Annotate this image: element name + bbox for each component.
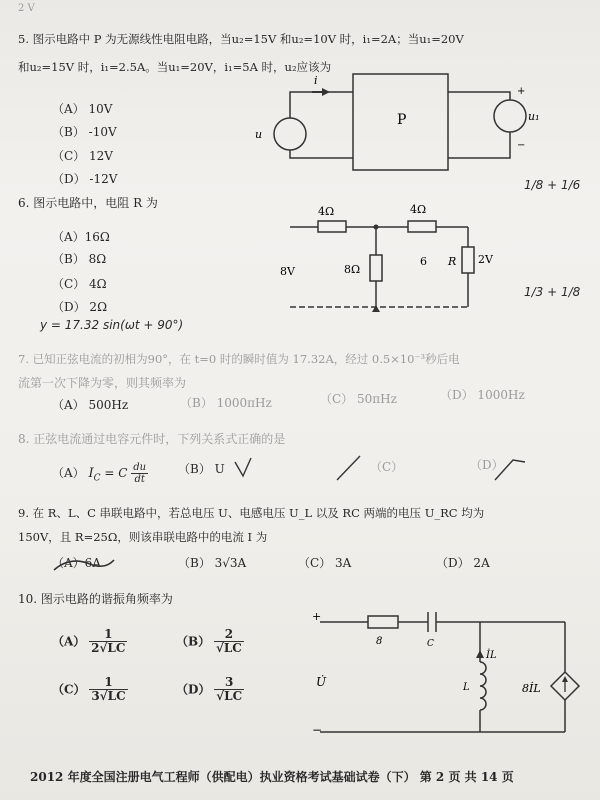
q8-option-a-label: （A） [52, 466, 85, 480]
q10-option-a [52, 628, 127, 655]
q10-option-b [176, 628, 244, 655]
q5-option-a: （A） 10V [52, 102, 113, 116]
q10-option-d-label: （D） [176, 682, 211, 697]
q10-a-den: 2√LC [91, 641, 126, 655]
q10-option-b-fraction [214, 628, 244, 655]
q10-inductor-label: L [463, 682, 470, 693]
q10-resistor [368, 616, 398, 628]
q10-plus-sign: + [312, 610, 322, 623]
q9-handwritten-scribble [50, 554, 120, 578]
q10-inductor [480, 662, 486, 710]
q10-stem: 10. 图示电路的谐振角频率为 [18, 592, 173, 606]
q10-option-c [52, 676, 128, 703]
q5-stem-line1: 5. 图示电路中 P 为无源线性电阻电路，当u₂=15V 和u₂=10V 时，i₁=2A；当u₁=20V [18, 32, 464, 46]
q5-right-source [494, 100, 526, 132]
q10-option-c-label: （C） [52, 682, 86, 697]
q5-right-source-label: u₁ [528, 110, 540, 123]
q10-minus-sign: − [312, 723, 323, 737]
q8-handwritten-marks [225, 450, 545, 490]
q10-a-num: 1 [104, 627, 113, 641]
q6-r1-label: 4Ω [318, 205, 335, 218]
q6-r2-label: 4Ω [410, 203, 427, 216]
q6-option-b: （B） 8Ω [52, 252, 107, 266]
q9-option-d: （D） 2A [436, 556, 490, 570]
q10-capacitor-label: C [427, 639, 434, 649]
q8-option-b: （B） U [178, 462, 225, 476]
q10-dependent-label: 8İL [522, 682, 541, 695]
q9-stem-line1: 9. 在 R、L、C 串联电路中，若总电压 U、电感电压 U_L 以及 RC 两端的电压 U_RC 均为 [18, 506, 485, 520]
q10-option-a-label: （A） [52, 634, 86, 649]
q5-top-fragment: 2 V [18, 3, 35, 14]
q9-option-c: （C） 3A [298, 556, 352, 570]
handwritten-note-fraction-bottom: 1/3 + 1/8 [524, 285, 581, 299]
q8-option-a-eq: = C [100, 466, 128, 480]
q6-resistor-r [462, 247, 474, 273]
q10-d-den: √LC [216, 689, 243, 703]
q9-option-a: （A）6A [52, 556, 101, 570]
svg-text:+: + [517, 86, 526, 97]
q5-left-source [274, 118, 306, 150]
q5-stem-line2: 和u₂=15V 时，i₁=2.5A。当u₁=20V，i₁=5A 时，u₂应该为 [18, 60, 332, 74]
q7-stem-line1: 7. 已知正弦电流的初相为90°，在 t=0 时的瞬时值为 17.32A，经过 0.5×10⁻³秒后电 [18, 352, 460, 366]
q5-option-b: （B） -10V [52, 125, 117, 139]
q6-option-c: （C） 4Ω [52, 277, 107, 291]
q9-option-b: （B） 3√3A [178, 556, 247, 570]
svg-text:−: − [517, 140, 526, 151]
q10-c-den: 3√LC [91, 689, 126, 703]
q10-b-den: √LC [215, 641, 242, 655]
q8-stem: 8. 正弦电流通过电容元件时，下列关系式正确的是 [18, 432, 286, 446]
q6-r-label: R [448, 255, 457, 268]
q8-option-c: （C） [370, 460, 404, 474]
q10-c-num: 1 [104, 675, 113, 689]
q10-option-d-fraction [214, 676, 244, 703]
q10-d-num: 3 [225, 675, 234, 689]
q7-option-a: （A） 500Hz [52, 398, 129, 412]
q6-resistor-1 [318, 221, 346, 232]
q10-resistor-label: 8 [376, 636, 383, 647]
q7-option-b: （B） 1000πHz [180, 396, 272, 410]
q5-box-label: P [397, 112, 407, 128]
q8-option-a-sub: C [93, 473, 101, 484]
q6-source-label: 8V [280, 265, 295, 278]
q6-resistor-2 [408, 221, 436, 232]
q10-option-d [176, 676, 244, 703]
q10-voltage-label: U̇ [316, 675, 327, 689]
q5-left-source-label: u [255, 128, 263, 141]
q10-b-num: 2 [224, 627, 234, 641]
page-footer: 2012 年度全国注册电气工程师（供配电）执业资格考试基础试卷（下） 第 2 页 共 14 页 [30, 770, 514, 784]
q10-option-a-fraction [89, 628, 127, 655]
q5-circuit-diagram [250, 70, 550, 180]
q7-stem-line2: 流第一次下降为零，则其频率为 [18, 376, 187, 390]
q9-stem-line2: 150V，且 R=25Ω，则该串联电路中的电流 I 为 [18, 530, 268, 544]
q6-circuit-diagram [270, 195, 510, 320]
q10-option-b-label: （B） [176, 634, 211, 649]
q10-current-label: İL [486, 650, 497, 661]
q6-r-voltage: 2V [478, 253, 493, 266]
q8-option-d: （D） [470, 458, 504, 472]
q8-option-a-num: du [133, 462, 147, 473]
handwritten-note-fraction-top: 1/8 + 1/6 [524, 178, 581, 192]
q8-option-a-fraction [131, 462, 148, 485]
handwritten-note-y: y = 17.32 sin(ωt + 90°) [40, 318, 184, 332]
q6-r3-label: 8Ω [344, 263, 361, 276]
q6-stem: 6. 图示电路中，电阻 R 为 [18, 196, 158, 210]
q5-option-c: （C） 12V [52, 149, 113, 163]
q6-resistor-3 [370, 255, 382, 281]
q5-current-label: i [314, 74, 318, 87]
q10-option-c-fraction [89, 676, 127, 703]
q7-option-d: （D） 1000Hz [440, 388, 525, 402]
q8-option-a-den: dt [131, 473, 148, 485]
q8-option-a [52, 462, 148, 485]
q6-option-a: （A）16Ω [52, 230, 110, 244]
q8-option-a-lhs: I [88, 466, 94, 481]
q6-six-label: 6 [420, 255, 427, 268]
q7-option-c: （C） 50πHz [320, 392, 397, 406]
q6-option-d: （D） 2Ω [52, 300, 108, 314]
q10-circuit-diagram [300, 600, 590, 750]
q5-option-d: （D） -12V [52, 172, 118, 186]
